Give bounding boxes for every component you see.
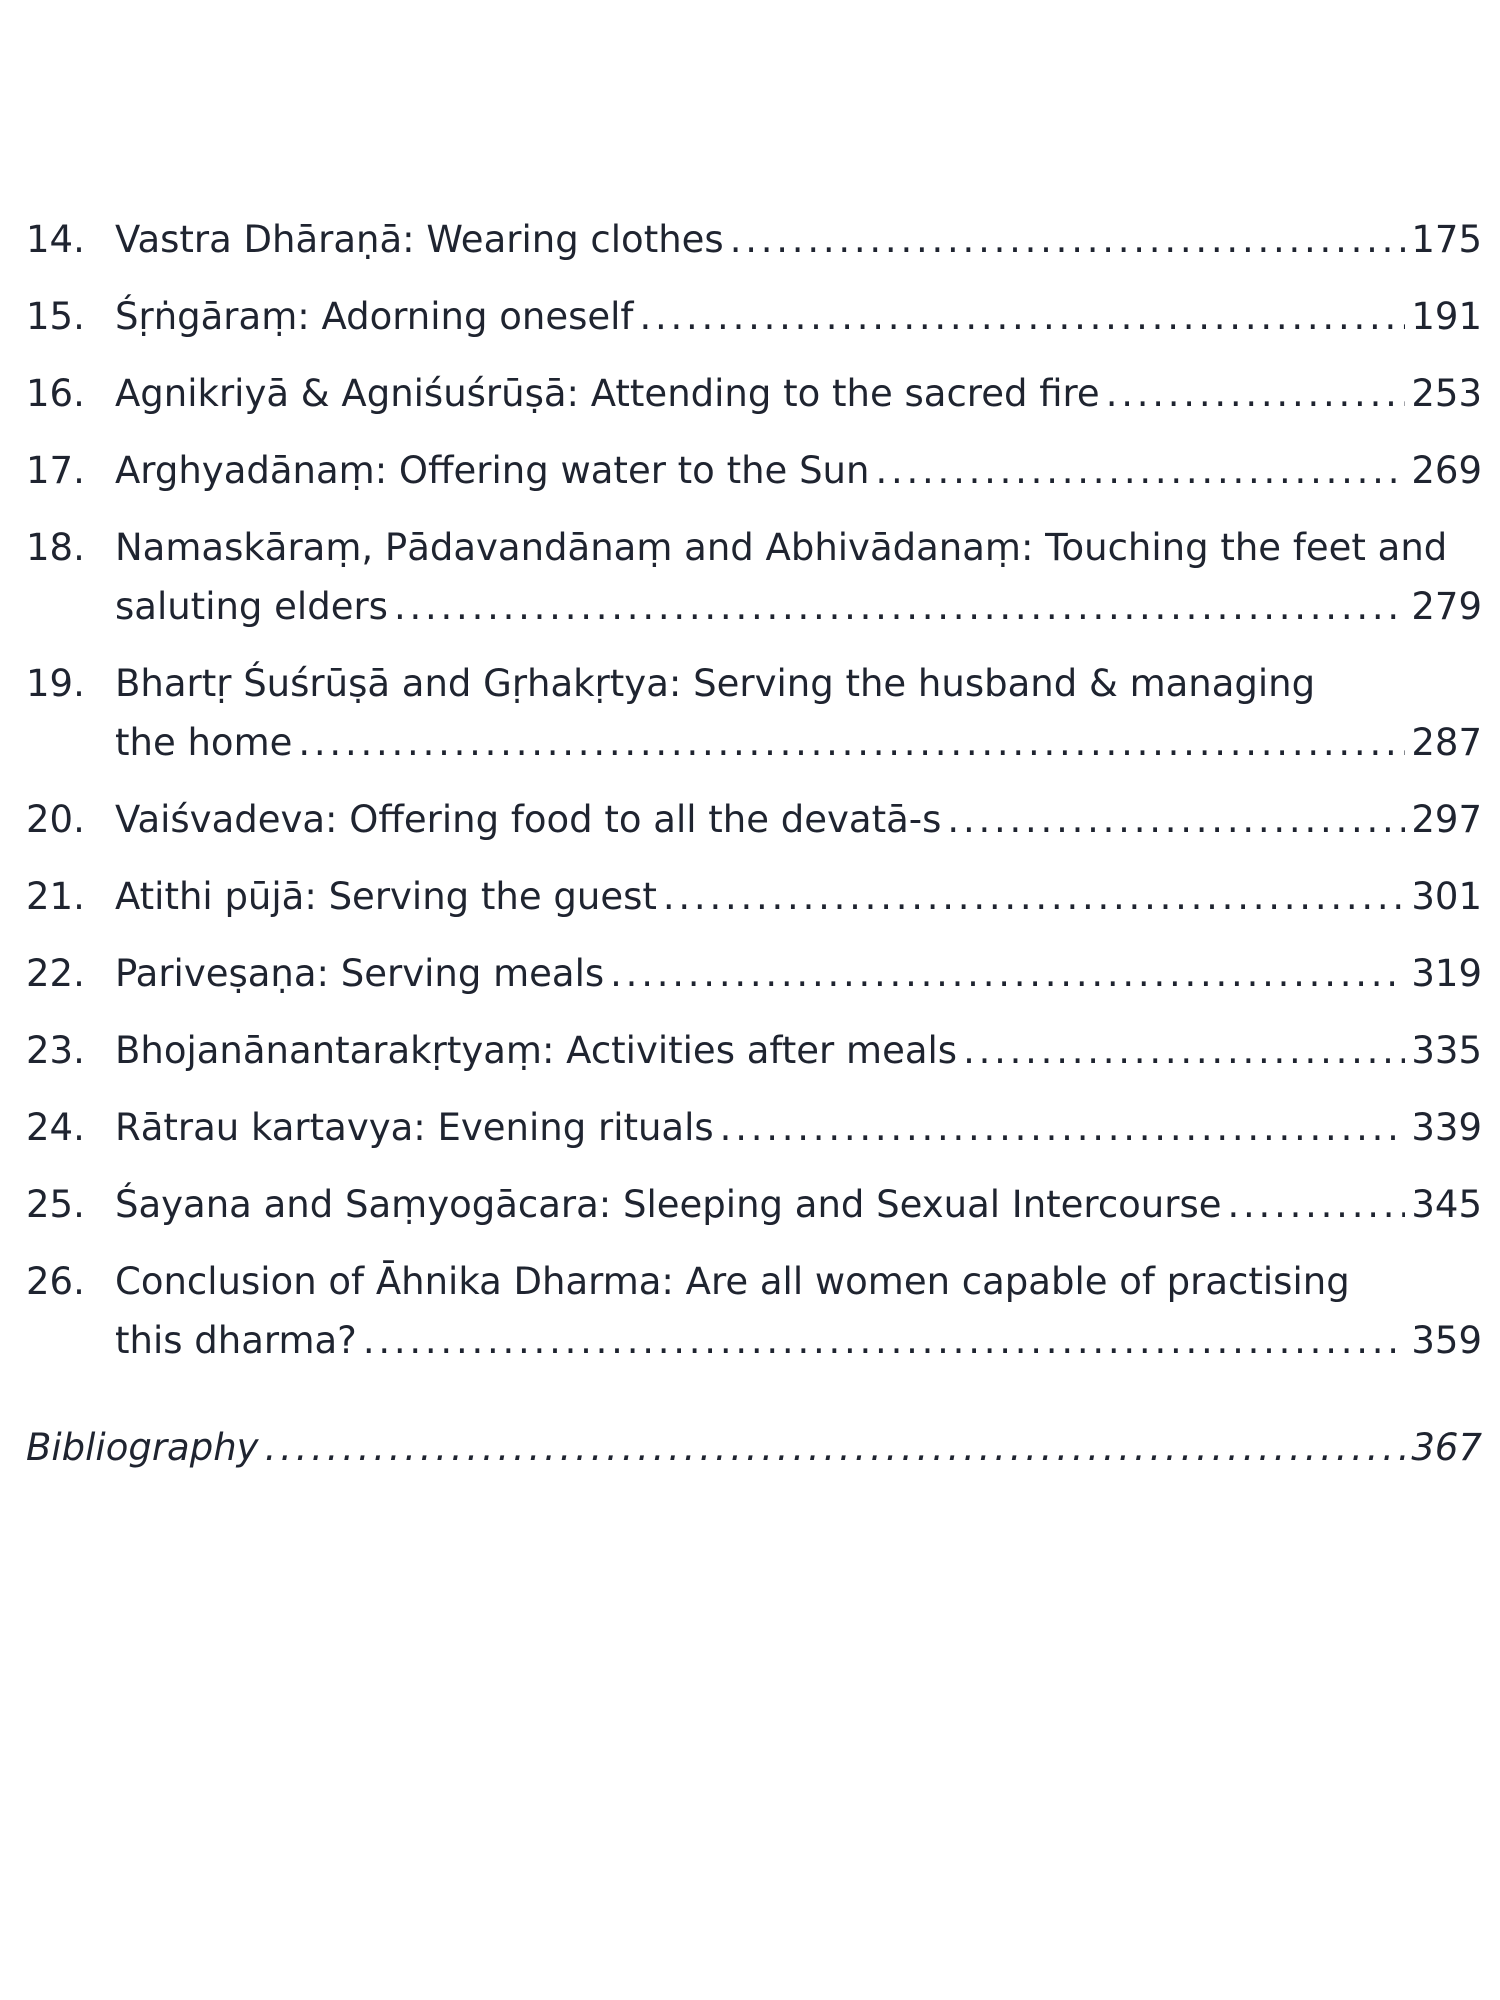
chapter-title-row — [115, 867, 1482, 926]
toc-entry[interactable] — [26, 1098, 1482, 1157]
chapter-number: 16. — [26, 372, 85, 415]
page-number: 253 — [1411, 372, 1482, 415]
chapter-title-row — [115, 790, 1482, 849]
chapter-number: 25. — [26, 1183, 85, 1226]
toc-entry[interactable] — [26, 1021, 1482, 1080]
page-number: 345 — [1411, 1183, 1482, 1226]
chapter-title-line: Bhartṛ Śuśrūṣā and Gṛhakṛtya: Serving the husband & managing — [115, 662, 1316, 705]
toc-entry[interactable] — [26, 518, 1482, 636]
chapter-number: 24. — [26, 1106, 85, 1149]
chapter-number: 17. — [26, 449, 85, 492]
chapter-title-row — [115, 1098, 1482, 1157]
chapter-title: Arghyadānaṃ: Offering water to the Sun — [115, 449, 870, 492]
dot-leader — [963, 1021, 1405, 1080]
chapter-number: 20. — [26, 798, 85, 841]
page-number: 359 — [1411, 1319, 1482, 1362]
chapter-title-row — [115, 441, 1482, 500]
page-number: 339 — [1411, 1106, 1482, 1149]
toc-entry[interactable] — [26, 1175, 1482, 1234]
dot-leader — [265, 1418, 1406, 1477]
toc-entry[interactable] — [26, 1252, 1482, 1370]
chapter-title: Śayana and Saṃyogācara: Sleeping and Sexual Intercourse — [115, 1183, 1222, 1226]
chapter-number: 18. — [26, 526, 85, 569]
chapter-title-line: Conclusion of Āhnika Dharma: Are all women capable of practising — [115, 1260, 1350, 1303]
bibliography-entry[interactable] — [26, 1418, 1482, 1477]
chapter-title: Pariveṣaṇa: Serving meals — [115, 952, 605, 995]
page-number: 335 — [1411, 1029, 1482, 1072]
chapter-title: Bhojanānantarakṛtyaṃ: Activities after meals — [115, 1029, 958, 1072]
page-number: 191 — [1411, 295, 1482, 338]
chapter-number: 23. — [26, 1029, 85, 1072]
dot-leader — [1228, 1175, 1406, 1234]
page-number: 175 — [1411, 218, 1482, 261]
dot-leader — [363, 1311, 1406, 1370]
dot-leader — [730, 210, 1406, 269]
chapter-number: 26. — [26, 1260, 85, 1303]
chapter-title-row — [115, 364, 1482, 423]
toc-entry[interactable] — [26, 790, 1482, 849]
dot-leader — [610, 944, 1405, 1003]
dot-leader — [639, 287, 1405, 346]
toc-entry[interactable] — [26, 944, 1482, 1003]
bibliography-label: Bibliography — [26, 1426, 259, 1469]
chapter-number: 21. — [26, 875, 85, 918]
table-of-contents — [26, 210, 1482, 1388]
toc-entry[interactable] — [26, 867, 1482, 926]
chapter-number: 15. — [26, 295, 85, 338]
page-number: 269 — [1411, 449, 1482, 492]
chapter-title-row — [115, 287, 1482, 346]
chapter-title: saluting elders — [115, 585, 388, 628]
chapter-title-row — [115, 577, 1482, 636]
chapter-title: Vastra Dhāraṇā: Wearing clothes — [115, 218, 724, 261]
page-number: 301 — [1411, 875, 1482, 918]
dot-leader — [1106, 364, 1406, 423]
dot-leader — [663, 867, 1406, 926]
chapter-title: Śṛṅgāraṃ: Adorning oneself — [115, 295, 634, 338]
chapter-title-row — [115, 1021, 1482, 1080]
dot-leader — [720, 1098, 1406, 1157]
chapter-title-row — [115, 1175, 1482, 1234]
chapter-title: Atithi pūjā: Serving the guest — [115, 875, 657, 918]
chapter-title: Rātrau kartavya: Evening rituals — [115, 1106, 714, 1149]
chapter-number: 19. — [26, 662, 85, 705]
page-number: 319 — [1411, 952, 1482, 995]
toc-entry[interactable] — [26, 654, 1482, 772]
dot-leader — [394, 577, 1405, 636]
bibliography-page-number: 367 — [1411, 1426, 1482, 1469]
chapter-title: Vaiśvadeva: Offering food to all the devatā-s — [115, 798, 942, 841]
dot-leader — [947, 790, 1405, 849]
chapter-title-row — [115, 210, 1482, 269]
toc-entry[interactable] — [26, 364, 1482, 423]
page-number: 287 — [1411, 721, 1482, 764]
chapter-title-line: Namaskāraṃ, Pādavandānaṃ and Abhivādanaṃ: Touching the feet and — [115, 526, 1448, 569]
page-number: 297 — [1411, 798, 1482, 841]
chapter-title: this dharma? — [115, 1319, 357, 1362]
dot-leader — [875, 441, 1405, 500]
chapter-number: 22. — [26, 952, 85, 995]
chapter-title: Agnikriyā & Agniśuśrūṣā: Attending to the sacred fire — [115, 372, 1100, 415]
page-number: 279 — [1411, 585, 1482, 628]
toc-entry[interactable] — [26, 287, 1482, 346]
toc-entry[interactable] — [26, 441, 1482, 500]
chapter-title-row — [115, 713, 1482, 772]
chapter-title: the home — [115, 721, 293, 764]
dot-leader — [298, 713, 1405, 772]
chapter-title-row — [115, 944, 1482, 1003]
chapter-number: 14. — [26, 218, 85, 261]
toc-entry[interactable] — [26, 210, 1482, 269]
chapter-title-row — [115, 1311, 1482, 1370]
